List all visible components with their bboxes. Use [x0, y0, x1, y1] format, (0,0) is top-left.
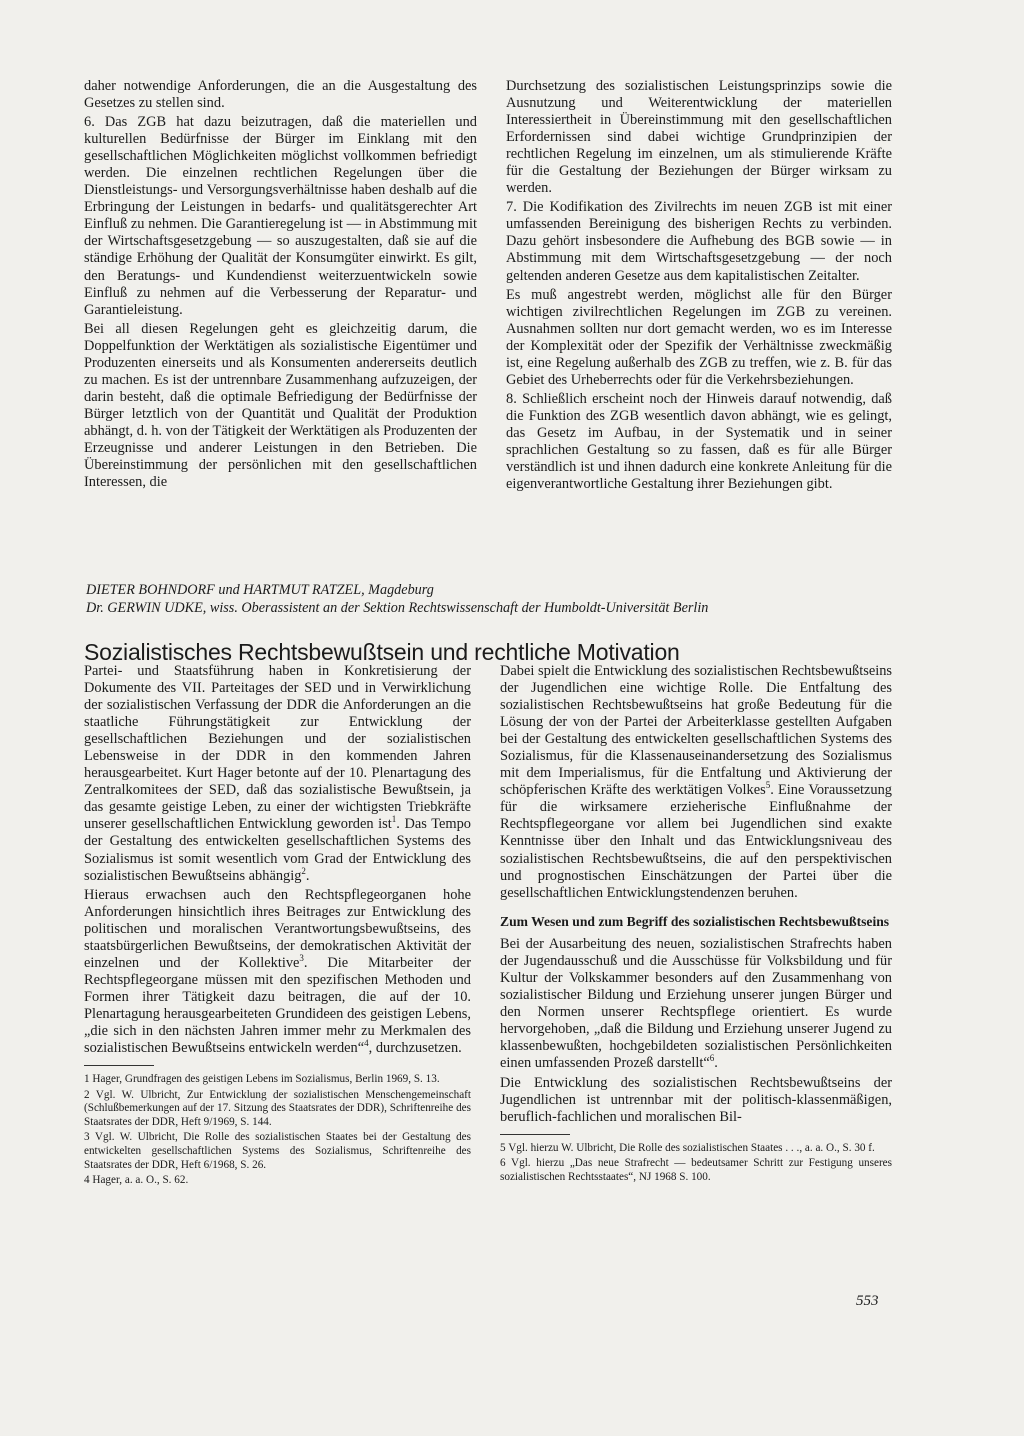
- text-run: Bei der Ausarbeitung des neuen, sozialistischen Strafrechts haben der Jugendausschuß und die Ausschüsse für Volksbildung und für Kultur der Volkskammer besonders auf den Zusammenhang von sozialistischer Bildung und Erziehung unserer jungen Bürger und den Normen unserer Rechtspflege orientiert. Es wurde hervorgehoben, „daß die Bildung und Erziehung unserer Jugend zu klassenbewußten, hochgebildeten sozialistischen Persönlichkeiten einen umfassenden Prozeß darstellt“: [500, 936, 892, 1072]
- footnote: 4 Hager, a. a. O., S. 62.: [84, 1174, 189, 1187]
- paragraph: daher notwendige Anforderungen, die an die Ausgestaltung des Gesetzes zu stellen sind.: [84, 78, 477, 112]
- text-run: Hieraus erwachsen auch den Rechtspflegeorganen hohe Anforderungen hinsichtlich ihres Beitrages zur Entwicklung des politischen und moralischen Verantwortungsbewußtseins, des staatsbürgerlichen Bewußtseins, der demokratischen Aktivität der einzelnen und der Kollektive: [84, 886, 471, 971]
- footnote-ref: 2: [301, 865, 306, 876]
- footnote: 5 Vgl. hierzu W. Ulbricht, Die Rolle des sozialistischen Staates . . ., a. a. O., S. 30 f.: [500, 1141, 875, 1154]
- text-run: . Die Mitarbeiter der Rechtspflegeorgane müssen mit den spezifischen Methoden und Formen ihrer Tätigkeit dazu beitragen, die auf der 10. Plenartagung herausgearbeiteten Grundideen des geistigen Lebens, „die sich in den nächsten Jahren immer mehr zu Merkmalen des sozialistischen Bewußtseins entwickeln werden“: [84, 954, 471, 1057]
- footnote-ref: 3: [299, 953, 304, 963]
- footnote: 2 Vgl. W. Ulbricht, Zur Entwicklung der sozialistischen Menschengemeinschaft (Schlußbemerkungen auf der 17. Sitzung des Staatsrates der DDR), Schriftenreihe des Staatsrates der DDR, Heft 9/1969, S. 144.: [84, 1088, 471, 1128]
- footnote-divider: [500, 1134, 570, 1135]
- text-run: , durchzusetzen.: [368, 1040, 462, 1057]
- paragraph: Bei all diesen Regelungen geht es gleichzeitig darum, die Doppelfunktion der Werktätigen als sozialistische Eigentümer und Produzenten einerseits und als Konsumenten andererseits deutlich zu machen. Es ist der untrennbare Zusammenhang aufzuzeigen, der darin besteht, daß die optimale Befriedigung der Bedürfnisse der Bürger letztlich von der Quantität und Qualität der Produktion abhängt, d. h. von der Tätigkeit der Werktätigen als Produzenten der Erzeugnisse und anderer Leistungen in den Betrieben. Die Übereinstimmung der persönlichen mit den gesellschaftlichen Interessen, die: [84, 320, 477, 491]
- paragraph: 8. Schließlich erscheint noch der Hinweis darauf notwendig, daß die Funktion des ZGB wesentlich davon abhängt, wie es gelingt, das Gesetz im Aufbau, in der Systematik und in seiner sprachlichen Gestaltung so zu fassen, daß es für alle Bürger verständlich ist und ihnen dadurch eine konkrete Anleitung für die eigenverantwortliche Gestaltung ihrer Beziehungen gibt.: [506, 390, 892, 493]
- paragraph: [500, 663, 892, 902]
- bottom-left-column: [84, 663, 471, 1190]
- footnote: 1 Hager, Grundfragen des geistigen Lebens im Sozialismus, Berlin 1969, S. 13.: [84, 1073, 440, 1086]
- text-run: . Das Tempo der Gestaltung des entwickelten gesellschaftlichen Systems des Sozialismus ist somit wesentlich vom Grad der Entwicklung des sozialistischen Bewußtseins abhängig: [84, 816, 471, 884]
- text-run: . Eine Voraussetzung für die wirksamere erzieherische Einflußnahme der Rechtspflegeorgane vor allem bei Jugendlichen sind exakte Kenntnisse über den Inhalt und das Entwicklungsniveau des sozialistischen Rechtsbewußtseins, die auf den perspektivischen und prognostischen Einschätzungen der Partei über die gesellschaftlichen Entwicklungstendenzen beruhen.: [500, 782, 892, 901]
- author-byline: DIETER BOHNDORF und HARTMUT RATZEL, Magdeburg: [86, 582, 434, 598]
- footnote-ref: 4: [364, 1038, 369, 1049]
- footnote-ref: 1: [391, 814, 397, 825]
- text-run: Partei- und Staatsführung haben in Konkretisierung der Dokumente des VII. Parteitages der SED und in Verwirklichung der sozialistischen Verfassung der DDR die Anforderungen an die staatliche Führungstätigkeit zur Entwicklung der gesellschaftlichen Beziehungen und der sozialistischen Lebensweise in der DDR in den kommenden Jahren herausgearbeitet. Kurt Hager betonte auf der 10. Plenartagung des Zentralkomitees der SED, daß das sozialistische Bewußtsein, ja das gesamte geistige Leben, zu einer der wichtigsten Triebkräfte unserer gesellschaftlichen Entwicklung geworden ist: [84, 663, 471, 833]
- paragraph: Durchsetzung des sozialistischen Leistungsprinzips sowie die Ausnutzung und Weiterentwicklung der materiellen Interessiertheit in Übereinstimmung mit den gesellschaftlichen Erfordernissen sind dabei wichtige Grundprinzipien der rechtlichen Regelung im einzelnen, um als stimulierende Kräfte für die Gestaltung der Beziehungen der Bürger wirksam zu werden.: [506, 78, 892, 197]
- bottom-right-column: [500, 663, 892, 1186]
- footnote: 6 Vgl. hierzu „Das neue Strafrecht — bedeutsamer Schritt zur Festigung unseres sozialistischen Rechtsstaates“, NJ 1968 S. 100.: [500, 1157, 892, 1183]
- author-byline: Dr. GERWIN UDKE, wiss. Oberassistent an der Sektion Rechtswissenschaft der Humboldt-Universität Berlin: [86, 600, 709, 616]
- paragraph: [84, 887, 471, 1057]
- text-run: .: [714, 1055, 718, 1072]
- footnote-divider: [84, 1065, 154, 1066]
- paragraph: Die Entwicklung des sozialistischen Rechtsbewußtseins der Jugendlichen ist untrennbar mit der politisch-klassenmäßigen, beruflich-fachlichen und moralischen Bil-: [500, 1074, 892, 1125]
- paragraph: 6. Das ZGB hat dazu beizutragen, daß die materiellen und kulturellen Bedürfnisse der Bürger im Einklang mit den gesellschaftlichen Möglichkeiten möglichst vollkommen befriedigt werden. Die einzelnen rechtlichen Regelungen über die Dienstleistungs- und Versorgungsverhältnisse haben deshalb auf die Erbringung der Leistungen in bedarfs- und qualitätsgerechter Art Einfluß zu nehmen. Die Garantieregelung ist — in Abstimmung mit der Wirtschaftsgesetzgebung — so auszugestalten, daß sie auf die ständige Erhöhung der Qualität der Konsumgüter einwirkt. Es gilt, den Beratungs- und Kundendienst weiterzuentwickeln sowie Einfluß zu nehmen auf die Verbesserung der Reparatur- und Garantieleistung.: [84, 114, 477, 318]
- footnote-ref: 5: [765, 780, 771, 791]
- page-number: 553: [856, 1293, 879, 1309]
- paragraph: Es muß angestrebt werden, möglichst alle für den Bürger wichtigen zivilrechtlichen Regelungen im ZGB zu vereinen. Ausnahmen sollten nur dort gemacht werden, wo es im Interesse der Komplexität oder der Spezifik der Verhältnisse zweckmäßig ist, eine Regelung außerhalb des ZGB zu treffen, wie z. B. für das Gebiet des Urheberrechts oder für die Verkehrsbeziehungen.: [506, 286, 892, 388]
- top-right-column: [506, 78, 892, 495]
- text-run: Dabei spielt die Entwicklung des sozialistischen Rechtsbewußtseins der Jugendlichen eine wichtige Rolle. Die Entfaltung des sozialistischen Rechtsbewußtseins hat große Bedeutung für die Lösung der von der Partei der Arbeiterklasse gestellten Aufgaben bei der Gestaltung des entwickelten gesellschaftlichen Systems des Sozialismus, für die Klassenauseinandersetzung des Sozialismus mit dem Imperialismus, für die Entfaltung und Aktivierung der schöpferischen Kräfte des werktätigen Volkes: [500, 663, 892, 799]
- footnote: 3 Vgl. W. Ulbricht, Die Rolle des sozialistischen Staates bei der Gestaltung des entwickelten gesellschaftlichen Systems des Sozialismus, Schriftenreihe des Staatsrates der DDR, Heft 6/1968, S. 26.: [84, 1131, 471, 1171]
- footnote-ref: 6: [709, 1053, 715, 1064]
- paragraph: [84, 663, 471, 885]
- paragraph: 7. Die Kodifikation des Zivilrechts im neuen ZGB ist mit einer umfassenden Bereinigung des bisherigen Rechts zu verbinden. Dazu gehört insbesondere die Aufhebung des BGB sowie — in Abstimmung mit dem Wirtschaftsgesetzgebung — der noch geltenden anderen Gesetze aus dem kapitalistischen Zeitalter.: [506, 199, 892, 284]
- top-left-column: [84, 78, 477, 493]
- article-title: Sozialistisches Rechtsbewußtsein und rechtliche Motivation: [84, 639, 680, 666]
- section-subheading: Zum Wesen und zum Begriff des sozialistischen Rechtsbewußtseins: [500, 913, 890, 929]
- paragraph: [500, 936, 892, 1072]
- text-run: .: [305, 867, 310, 884]
